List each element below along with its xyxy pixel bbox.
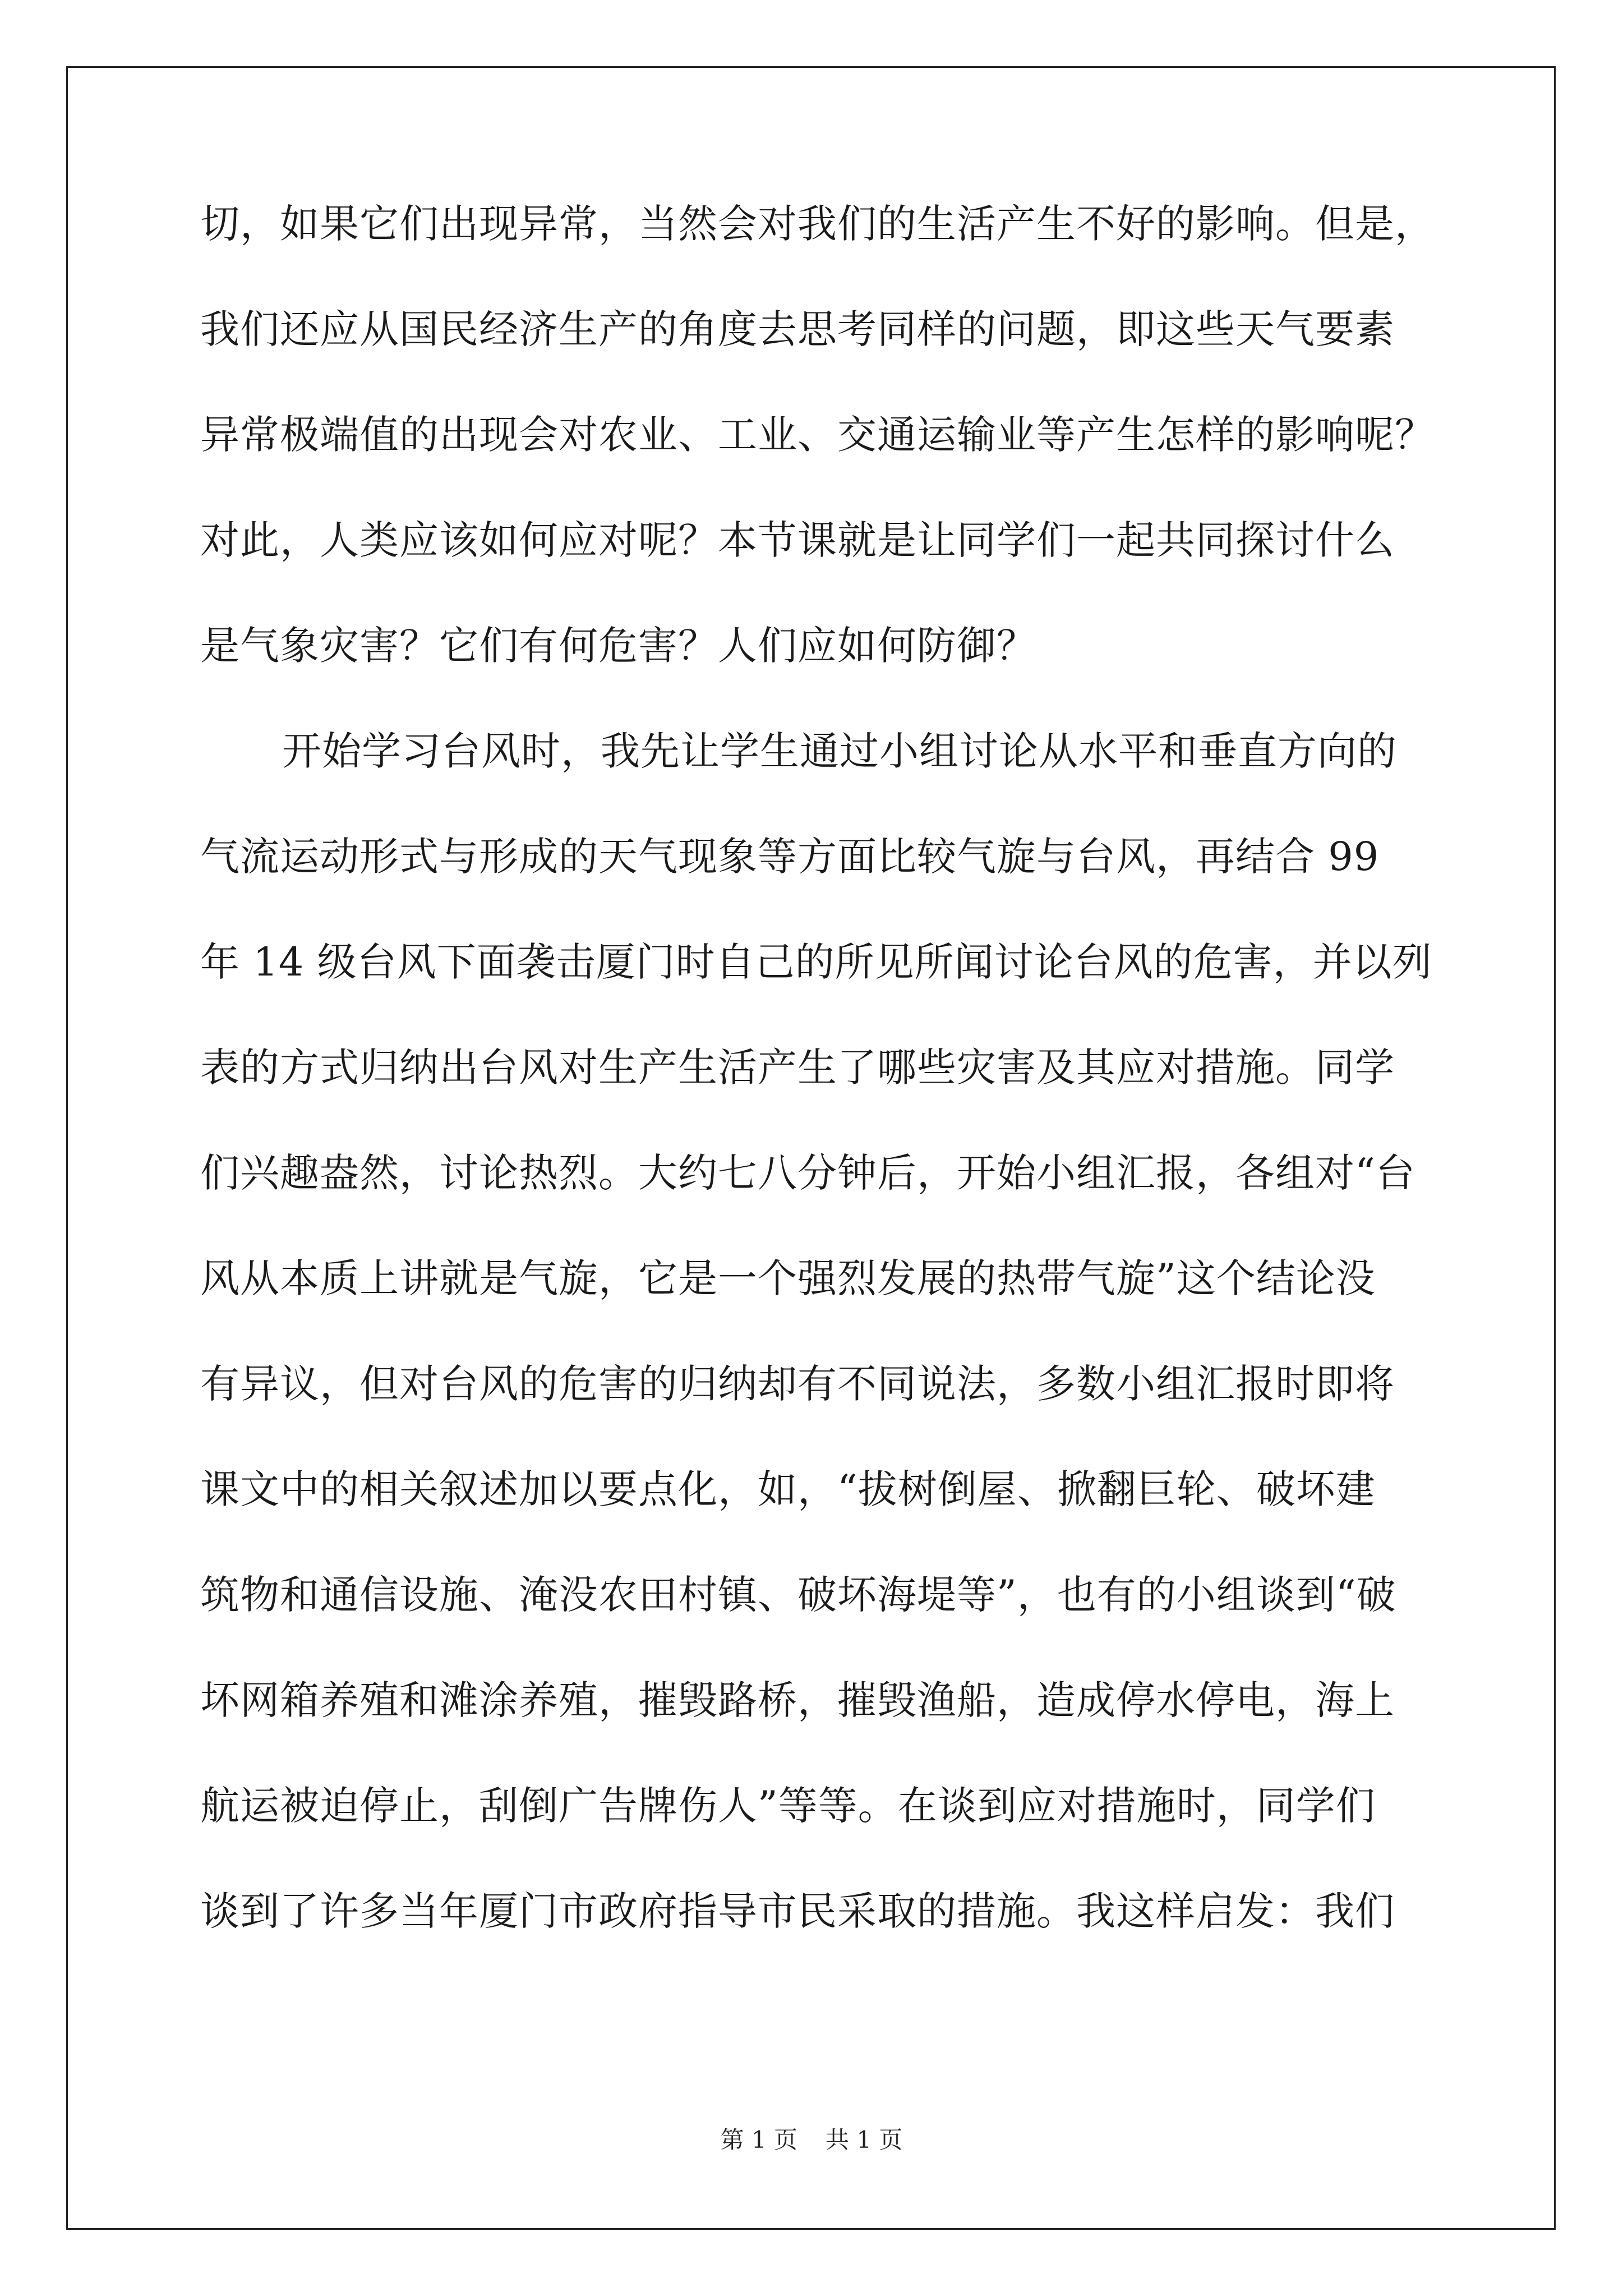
text-line: 对此，人类应该如何应对呢？本节课就是让同学们一起共同探讨什么 xyxy=(200,517,1395,563)
text-line: 有异议，但对台风的危害的归纳却有不同说法，多数小组汇报时即将 xyxy=(200,1361,1395,1407)
text-line: 气流运动形式与形成的天气现象等方面比较气旋与台风，再结合 99 xyxy=(200,834,1380,880)
text-line: 我们还应从国民经济生产的角度去思考同样的问题，即这些天气要素 xyxy=(200,306,1395,352)
document-body xyxy=(200,171,1445,1964)
paragraph-first-line: 开始学习台风时，我先让学生通过小组讨论从水平和垂直方向的 xyxy=(282,728,1397,774)
page-number-current: 第 1 页 xyxy=(720,2126,797,2154)
text-line: 谈到了许多当年厦门市政府指导市民采取的措施。我这样启发：我们 xyxy=(200,1888,1395,1934)
page-number-total: 共 1 页 xyxy=(826,2126,903,2154)
text-line: 课文中的相关叙述加以要点化，如，“拔树倒屋、掀翻巨轮、破坏建 xyxy=(200,1466,1376,1512)
text-line: 表的方式归纳出台风对生产生活产生了哪些灾害及其应对措施。同学 xyxy=(200,1045,1395,1091)
text-line: 异常极端值的出现会对农业、工业、交通运输业等产生怎样的影响呢？ xyxy=(200,412,1435,458)
page-footer xyxy=(0,2123,1623,2157)
text-line: 切，如果它们出现异常，当然会对我们的生活产生不好的影响。但是， xyxy=(200,201,1435,247)
text-line: 年 14 级台风下面袭击厦门时自己的所见所闻讨论台风的危害，并以列 xyxy=(200,939,1432,985)
text-line: 航运被迫停止，刮倒广告牌伤人”等等。在谈到应对措施时，同学们 xyxy=(200,1783,1376,1829)
text-line: 筑物和通信设施、淹没农田村镇、破坏海堤等”，也有的小组谈到“破 xyxy=(200,1572,1396,1618)
text-line: 是气象灾害？它们有何危害？人们应如何防御？ xyxy=(200,623,1036,669)
text-line: 们兴趣盎然，讨论热烈。大约七八分钟后，开始小组汇报，各组对“台 xyxy=(200,1150,1415,1196)
text-line: 风从本质上讲就是气旋，它是一个强烈发展的热带气旋”这个结论没 xyxy=(200,1255,1376,1301)
text-line: 坏网箱养殖和滩涂养殖，摧毁路桥，摧毁渔船，造成停水停电，海上 xyxy=(200,1677,1395,1723)
